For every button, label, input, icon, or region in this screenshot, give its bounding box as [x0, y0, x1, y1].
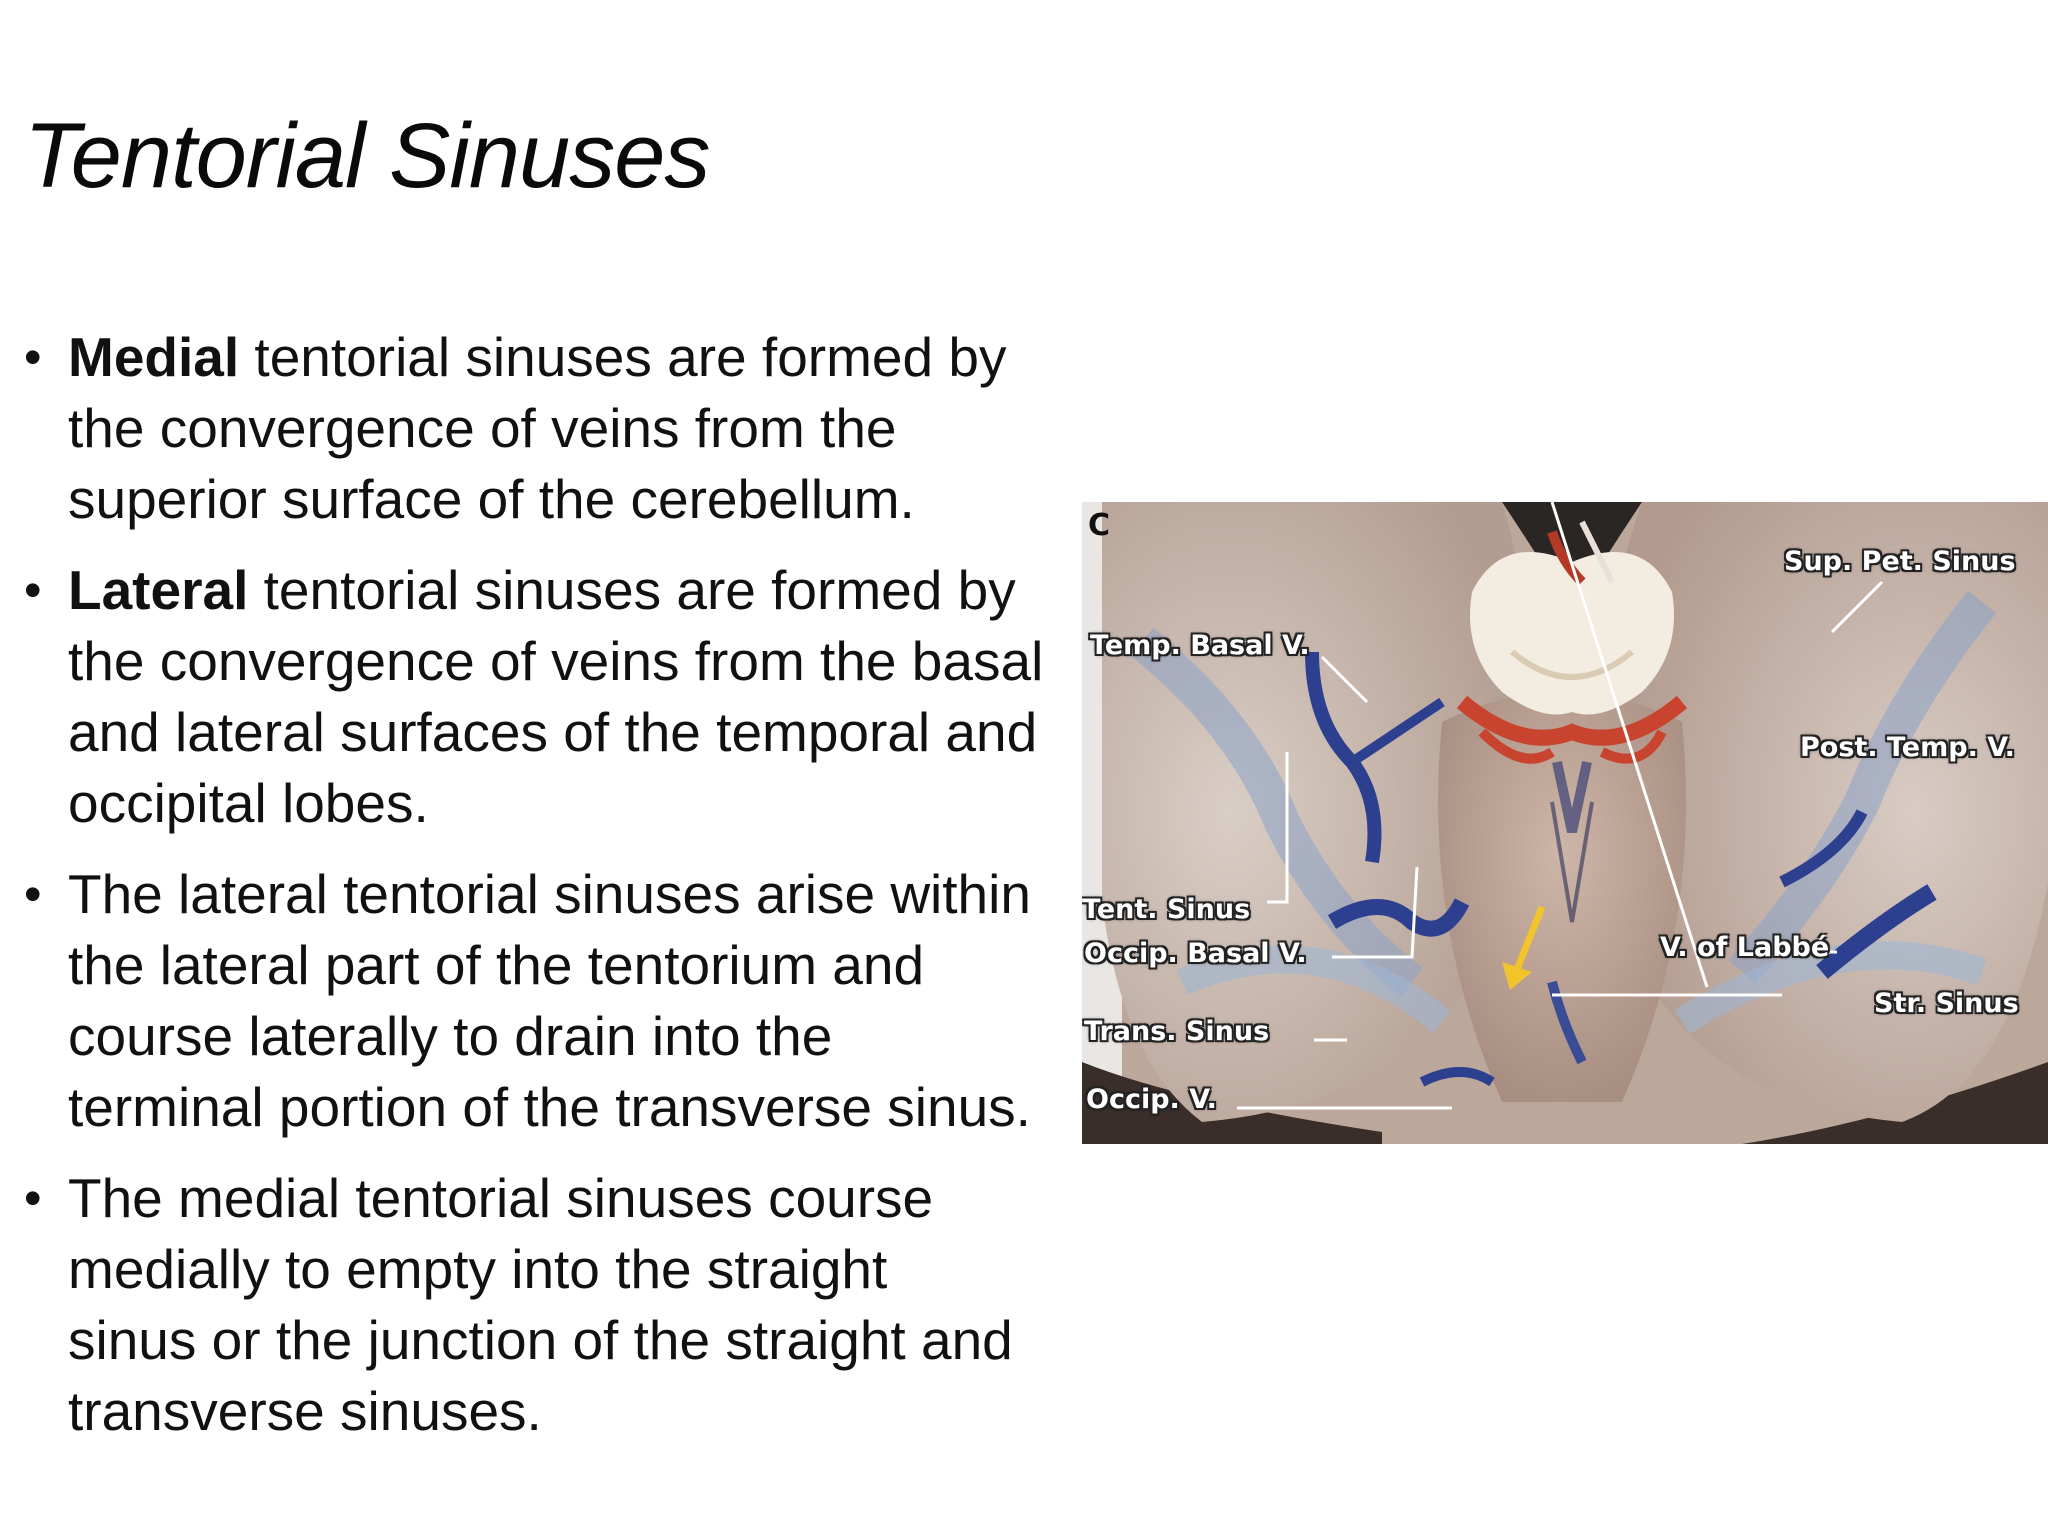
- bullet-line: sinus or the junction of the straight and: [68, 1309, 1013, 1371]
- bullet-bold-term: Lateral: [68, 559, 249, 621]
- bullet-line: the convergence of veins from the basal: [68, 630, 1044, 692]
- bullet-bold-term: Medial: [68, 326, 240, 388]
- figure-panel-letter: C: [1088, 508, 1111, 543]
- label-v-of-labbe: V. of Labbé: [1660, 932, 1830, 963]
- label-occip-basal-v: Occip. Basal V.: [1084, 938, 1307, 969]
- label-post-temp-v: Post. Temp. V.: [1800, 732, 2015, 763]
- bullet-line: the lateral part of the tentorium and: [68, 934, 925, 996]
- bullet-line: the convergence of veins from the: [68, 397, 897, 459]
- tentorium-dissection-image: [1082, 502, 2048, 1144]
- bullet-lateral: [24, 555, 1108, 839]
- label-sup-pet-sinus: Sup. Pet. Sinus: [1784, 546, 2016, 577]
- label-trans-sinus: Trans. Sinus: [1084, 1016, 1270, 1047]
- bullet-medial-course: [24, 1163, 1108, 1447]
- bullet-line: transverse sinuses.: [68, 1380, 542, 1442]
- bullet-line: terminal portion of the transverse sinus.: [68, 1076, 1031, 1138]
- bullet-medial: [24, 322, 1108, 535]
- bullet-line: course laterally to drain into the: [68, 1005, 833, 1067]
- anatomy-figure: [1082, 502, 2048, 1144]
- bullet-list: [24, 322, 1111, 1467]
- bullet-line: and lateral surfaces of the temporal and: [68, 701, 1038, 763]
- bullet-line: tentorial sinuses are formed by: [239, 326, 1007, 388]
- bullet-line: tentorial sinuses are formed by: [248, 559, 1016, 621]
- label-tent-sinus: Tent. Sinus: [1082, 894, 1251, 925]
- bullet-line: medially to empty into the straight: [68, 1238, 888, 1300]
- bullet-lateral-course: [24, 859, 1108, 1143]
- bullet-line: • The lateral tentorial sinuses arise within: [68, 863, 1031, 925]
- bullet-line: superior surface of the cerebellum.: [68, 468, 915, 530]
- slide-title: Tentorial Sinuses: [24, 105, 710, 207]
- label-str-sinus: Str. Sinus: [1874, 988, 2019, 1019]
- bullet-line: occipital lobes.: [68, 772, 429, 834]
- label-temp-basal-v: Temp. Basal V.: [1090, 630, 1310, 661]
- bullet-line: • The medial tentorial sinuses course: [68, 1167, 934, 1229]
- label-occip-v: Occip. V.: [1086, 1084, 1217, 1115]
